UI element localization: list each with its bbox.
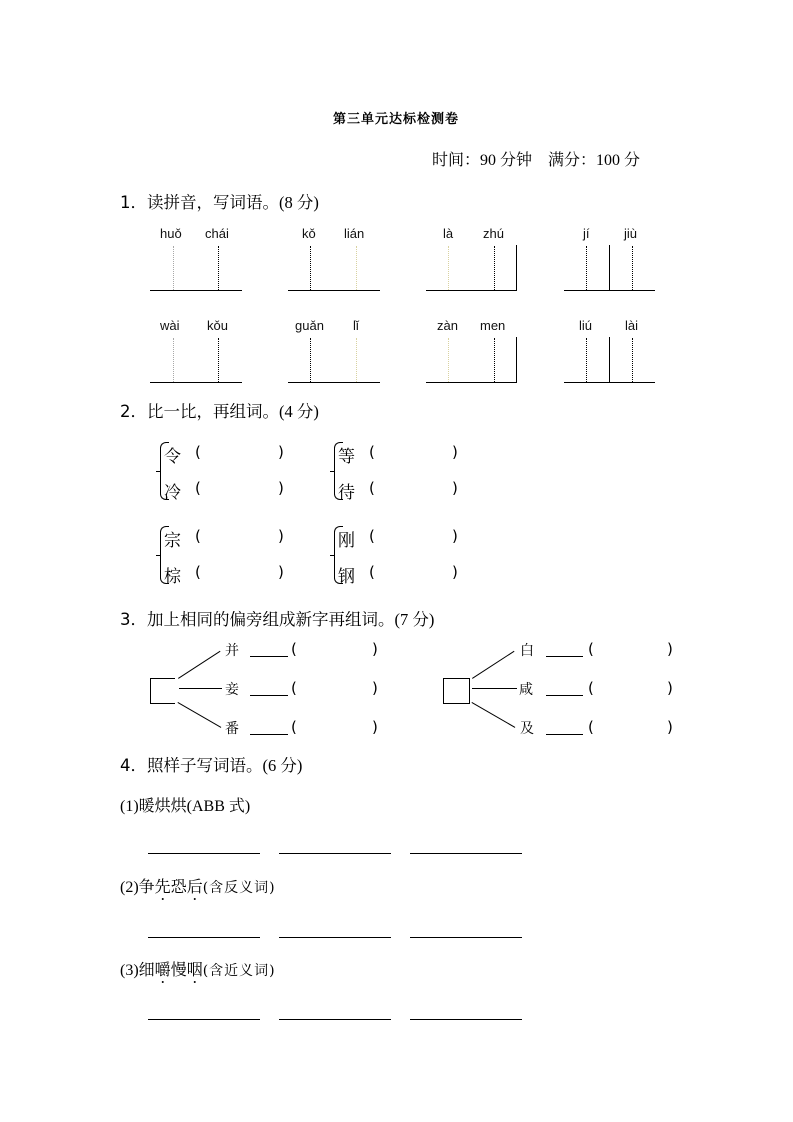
answer-open-paren: ( <box>369 479 375 497</box>
question-1-text: 1．读拼音，写词语。 <box>120 193 279 212</box>
answer-blank[interactable] <box>279 853 391 854</box>
sub-number: (3) <box>120 962 139 979</box>
guide-line <box>173 246 174 290</box>
emphasis-char: 先 <box>155 874 171 897</box>
sub-hint: (含反义词) <box>202 880 276 896</box>
answer-blank[interactable] <box>148 937 260 938</box>
guide-line <box>586 338 587 382</box>
pinyin-label: men <box>480 318 506 333</box>
answer-close-paren: ) <box>278 479 284 497</box>
component-char: 番 <box>225 721 239 737</box>
guide-line <box>632 338 633 382</box>
pinyin-label: chái <box>205 226 229 241</box>
answer-open-paren: ( <box>369 443 375 461</box>
answer-open-paren: ( <box>291 718 297 736</box>
radical-answer-box[interactable] <box>443 678 470 704</box>
answer-open-paren: ( <box>195 527 201 545</box>
component-char: 妾 <box>225 682 239 698</box>
guide-line <box>448 246 449 290</box>
emphasis-char: 咽 <box>187 957 203 980</box>
guide-line <box>586 246 587 290</box>
sub-hint: (含近义词) <box>202 963 276 979</box>
example-char: 恐 <box>170 877 187 896</box>
answer-close-paren: ) <box>667 640 673 658</box>
pinyin-label: guǎn <box>295 318 324 333</box>
box-divider <box>609 245 610 291</box>
question-4-text: 4．照样子写词语。 <box>120 756 263 775</box>
sub-question-2 <box>120 874 276 897</box>
new-char-blank[interactable] <box>250 695 288 696</box>
answer-blank[interactable] <box>279 937 391 938</box>
component-char: 并 <box>225 643 239 659</box>
box-divider <box>609 337 610 383</box>
guide-line <box>218 338 219 382</box>
answer-open-paren: ( <box>195 563 201 581</box>
new-char-blank[interactable] <box>250 734 288 735</box>
guide-line <box>494 338 495 382</box>
pinyin-label: wài <box>160 318 180 333</box>
answer-open-paren: ( <box>195 443 201 461</box>
question-2-points: (4 分) <box>279 402 319 421</box>
answer-open-paren: ( <box>369 563 375 581</box>
guide-line <box>356 246 357 290</box>
answer-close-paren: ) <box>372 718 378 736</box>
new-char-blank[interactable] <box>546 734 583 735</box>
compare-char: 冷 <box>164 483 181 503</box>
emphasis-char: 嚼 <box>155 957 171 980</box>
box-edge <box>516 337 517 383</box>
guide-line <box>310 338 311 382</box>
answer-open-paren: ( <box>291 679 297 697</box>
pinyin-label: zhú <box>483 226 504 241</box>
question-3-text: 3．加上相同的偏旁组成新字再组词。 <box>120 610 395 629</box>
connector-line <box>472 688 517 689</box>
connector-line <box>179 688 222 689</box>
answer-blank[interactable] <box>148 853 260 854</box>
compare-char: 棕 <box>164 567 181 587</box>
answer-close-paren: ) <box>278 443 284 461</box>
question-3-points: (7 分) <box>394 610 435 629</box>
pinyin-label: huǒ <box>160 226 182 241</box>
write-baseline <box>564 382 655 383</box>
radical-answer-box[interactable] <box>150 678 175 704</box>
question-1-heading <box>120 189 319 213</box>
sub-hint: (ABB 式) <box>186 798 251 815</box>
answer-open-paren: ( <box>291 640 297 658</box>
sub-question-3 <box>120 957 276 980</box>
new-char-blank[interactable] <box>250 656 288 657</box>
page-title: 第三单元达标检测卷 <box>333 112 460 127</box>
question-4-heading <box>120 752 302 776</box>
sub-number: (2) <box>120 879 139 896</box>
guide-line <box>173 338 174 382</box>
connector-line <box>472 651 514 679</box>
write-baseline <box>288 382 380 383</box>
component-char: 咸 <box>519 682 533 698</box>
sub-number: (1) <box>120 798 139 815</box>
write-baseline <box>426 382 517 383</box>
component-char: 白 <box>520 643 534 659</box>
pinyin-label: liú <box>579 318 593 333</box>
answer-close-paren: ) <box>278 527 284 545</box>
write-baseline <box>150 382 242 383</box>
example-char: 细 <box>138 960 155 979</box>
answer-open-paren: ( <box>369 527 375 545</box>
answer-blank[interactable] <box>410 937 522 938</box>
answer-close-paren: ) <box>667 679 673 697</box>
answer-close-paren: ) <box>372 679 378 697</box>
answer-blank[interactable] <box>148 1019 260 1020</box>
answer-open-paren: ( <box>195 479 201 497</box>
compare-char: 钢 <box>338 567 355 587</box>
pinyin-label: là <box>443 226 454 241</box>
sub-question-1 <box>120 793 250 816</box>
compare-char: 刚 <box>338 531 355 551</box>
pinyin-label: zàn <box>437 318 458 333</box>
box-edge <box>516 245 517 291</box>
answer-close-paren: ) <box>452 563 458 581</box>
answer-close-paren: ) <box>372 640 378 658</box>
compare-char: 待 <box>338 483 355 503</box>
answer-close-paren: ) <box>452 527 458 545</box>
new-char-blank[interactable] <box>546 656 583 657</box>
component-char: 及 <box>520 721 534 737</box>
answer-open-paren: ( <box>588 718 594 736</box>
answer-blank[interactable] <box>410 1019 522 1020</box>
answer-blank[interactable] <box>410 853 522 854</box>
answer-blank[interactable] <box>279 1019 391 1020</box>
example-word: 暖烘烘 <box>138 796 187 815</box>
guide-line <box>310 246 311 290</box>
question-3-heading <box>120 606 434 630</box>
answer-close-paren: ) <box>452 443 458 461</box>
question-2-heading <box>120 398 319 422</box>
example-char: 慢 <box>170 960 187 979</box>
connector-line <box>472 702 516 728</box>
answer-close-paren: ) <box>452 479 458 497</box>
write-baseline <box>288 290 380 291</box>
guide-line <box>448 338 449 382</box>
pinyin-label: kǒ <box>302 226 316 241</box>
answer-close-paren: ) <box>667 718 673 736</box>
new-char-blank[interactable] <box>546 695 583 696</box>
write-baseline <box>564 290 655 291</box>
answer-close-paren: ) <box>278 563 284 581</box>
write-baseline <box>426 290 517 291</box>
pinyin-label: lǐ <box>353 318 359 333</box>
connector-line <box>178 702 222 728</box>
write-baseline <box>150 290 242 291</box>
exam-time-score: 时间：90 分钟 满分：100 分 <box>432 152 641 169</box>
guide-line <box>494 246 495 290</box>
answer-open-paren: ( <box>588 679 594 697</box>
emphasis-char: 后 <box>187 874 203 897</box>
compare-char: 宗 <box>164 531 181 551</box>
question-2-text: 2．比一比，再组词。 <box>120 402 279 421</box>
question-1-points: (8 分) <box>279 193 319 212</box>
answer-open-paren: ( <box>588 640 594 658</box>
example-char: 争 <box>138 877 155 896</box>
guide-line <box>632 246 633 290</box>
pinyin-label: kǒu <box>207 318 228 333</box>
pinyin-label: lài <box>625 318 639 333</box>
compare-char: 等 <box>338 447 355 467</box>
guide-line <box>356 338 357 382</box>
connector-line <box>178 651 220 679</box>
guide-line <box>218 246 219 290</box>
pinyin-label: jí <box>583 226 590 241</box>
question-4-points: (6 分) <box>262 756 303 775</box>
pinyin-label: jiù <box>624 226 638 241</box>
compare-char: 令 <box>164 447 181 467</box>
pinyin-label: lián <box>344 226 365 241</box>
